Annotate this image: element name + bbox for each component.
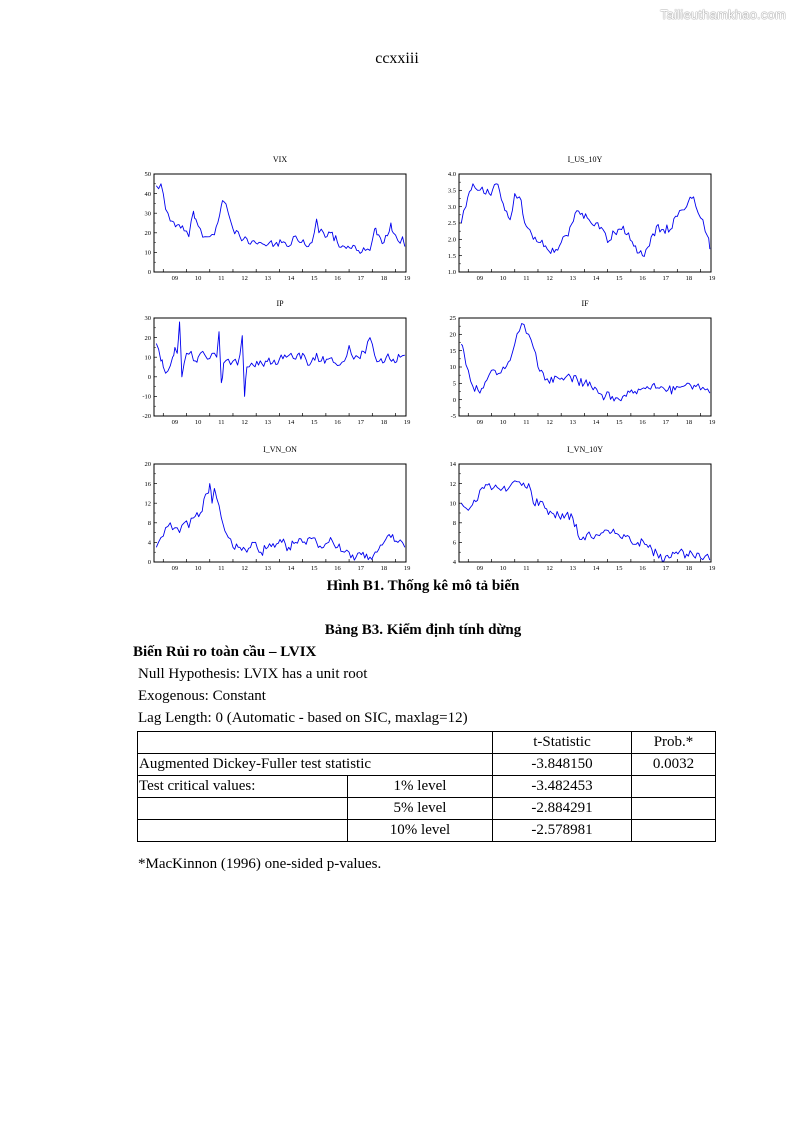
x-tick-label: 15	[311, 565, 318, 572]
x-tick-label: 19	[403, 419, 411, 426]
x-tick-label: 16	[334, 565, 341, 572]
adf-label: Augmented Dickey-Fuller test statistic	[138, 754, 493, 776]
y-tick-label: 10	[449, 364, 456, 372]
x-tick-label: 17	[357, 565, 364, 572]
x-tick-label: 15	[616, 419, 623, 426]
header-empty-cell	[138, 732, 493, 754]
critical-label: Test critical values:	[138, 776, 348, 798]
x-tick-label: 11	[218, 419, 225, 426]
y-tick-label: 12	[449, 480, 456, 488]
x-tick-label: 12	[546, 419, 553, 426]
y-tick-label: 20	[144, 334, 151, 342]
y-tick-label: 25	[449, 315, 456, 323]
x-tick-label: 13	[569, 565, 577, 572]
chart-svg	[441, 298, 721, 430]
empty-cell	[632, 776, 716, 798]
x-tick-label: 10	[499, 275, 507, 282]
chart-title: VIX	[272, 155, 288, 164]
y-tick-label: 6	[452, 539, 456, 547]
series-line	[461, 324, 710, 401]
x-tick-label: 17	[357, 275, 364, 282]
figure-caption: Hình B1. Thống kê mô tả biến	[326, 578, 520, 594]
x-tick-label: 09	[476, 419, 484, 426]
y-tick-label: 1.0	[447, 269, 456, 277]
table-row	[138, 754, 716, 776]
x-tick-label: 16	[639, 275, 646, 282]
chart-svg	[441, 444, 721, 576]
chart-title: IF	[581, 299, 589, 308]
chart-i-vn-on	[136, 444, 416, 581]
y-tick-label: 10	[144, 354, 151, 362]
table-header-row	[138, 732, 716, 754]
critical-value: -2.884291	[493, 798, 632, 820]
y-tick-label: 8	[452, 520, 456, 527]
x-tick-label: 19	[708, 565, 716, 572]
x-tick-label: 16	[639, 565, 646, 572]
x-tick-label: 11	[218, 275, 225, 282]
table-row	[138, 776, 716, 798]
footnote: *MacKinnon (1996) one-sided p-values.	[138, 856, 382, 872]
x-tick-label: 17	[662, 275, 669, 282]
x-tick-label: 14	[287, 419, 295, 426]
header-prob: Prob.*	[632, 732, 716, 754]
y-tick-label: 0	[147, 374, 151, 381]
x-tick-label: 13	[264, 419, 272, 426]
variable-title: Biến Rủi ro toàn cầu – LVIX	[133, 644, 317, 660]
x-tick-label: 19	[403, 275, 411, 282]
y-tick-label: 30	[144, 315, 151, 323]
plot-frame	[154, 464, 406, 562]
x-tick-label: 16	[334, 275, 341, 282]
x-tick-label: 14	[592, 419, 600, 426]
y-tick-label: 12	[144, 500, 151, 508]
x-tick-label: 15	[311, 419, 318, 426]
series-line	[156, 184, 405, 254]
x-tick-label: 13	[569, 419, 577, 426]
series-line	[461, 481, 710, 561]
y-tick-label: 0	[452, 396, 456, 404]
x-tick-label: 19	[708, 275, 716, 282]
x-tick-label: 14	[592, 275, 600, 282]
header-t-statistic: t-Statistic	[493, 732, 632, 754]
x-tick-label: 12	[241, 565, 248, 572]
y-tick-label: -20	[142, 413, 151, 421]
critical-level: 5% level	[348, 798, 493, 820]
x-tick-label: 13	[264, 565, 272, 572]
y-tick-label: 50	[144, 171, 151, 179]
x-tick-label: 14	[287, 565, 295, 572]
chart-i-vn-10y	[441, 444, 721, 581]
critical-value: -2.578981	[493, 820, 632, 842]
null-hypothesis: Null Hypothesis: LVIX has a unit root	[138, 666, 368, 682]
x-tick-label: 09	[171, 565, 179, 572]
chart-svg	[136, 298, 416, 430]
x-tick-label: 09	[171, 419, 179, 426]
y-tick-label: 2.0	[447, 236, 456, 244]
y-tick-label: 3.5	[447, 187, 456, 195]
y-tick-label: 14	[449, 461, 456, 469]
x-tick-label: 11	[523, 275, 530, 282]
y-tick-label: 3.0	[447, 203, 456, 211]
series-line	[156, 484, 405, 561]
plot-frame	[459, 464, 711, 562]
table-row	[138, 798, 716, 820]
exogenous: Exogenous: Constant	[138, 688, 266, 704]
x-tick-label: 11	[523, 565, 530, 572]
x-tick-label: 19	[708, 419, 716, 426]
x-tick-label: 10	[194, 419, 202, 426]
x-tick-label: 17	[357, 419, 364, 426]
x-tick-label: 16	[639, 419, 646, 426]
y-tick-label: 40	[144, 190, 151, 198]
x-tick-label: 14	[592, 565, 600, 572]
x-tick-label: 18	[685, 275, 693, 282]
y-tick-label: 1.5	[447, 252, 456, 260]
x-tick-label: 10	[194, 275, 202, 282]
y-tick-label: 2.5	[447, 220, 456, 228]
x-tick-label: 16	[334, 419, 341, 426]
x-tick-label: 12	[241, 419, 248, 426]
chart-title: I_US_10Y	[567, 155, 603, 164]
plot-frame	[154, 318, 406, 416]
y-tick-label: 20	[449, 331, 456, 339]
chart-vix	[136, 154, 416, 291]
x-tick-label: 18	[380, 565, 388, 572]
chart-title: I_VN_10Y	[567, 445, 603, 454]
x-tick-label: 10	[499, 419, 507, 426]
table-title: Bảng B3. Kiểm định tính dừng	[324, 622, 522, 638]
y-tick-label: 15	[449, 347, 456, 355]
chart-svg	[441, 154, 721, 286]
x-tick-label: 09	[171, 275, 179, 282]
adf-table	[137, 731, 716, 842]
y-tick-label: 20	[144, 230, 151, 237]
critical-level: 1% level	[348, 776, 493, 798]
x-tick-label: 10	[499, 565, 507, 572]
chart-svg	[136, 154, 416, 286]
y-tick-label: -5	[450, 413, 456, 421]
y-tick-label: 10	[449, 500, 456, 508]
x-tick-label: 12	[241, 275, 248, 282]
y-tick-label: 4	[452, 559, 456, 567]
x-tick-label: 15	[616, 565, 623, 572]
adf-t-stat: -3.848150	[493, 754, 632, 776]
y-tick-label: 0	[147, 269, 151, 277]
x-tick-label: 11	[218, 565, 225, 572]
y-tick-label: 16	[144, 480, 151, 488]
x-tick-label: 13	[569, 275, 577, 282]
y-tick-label: 10	[144, 249, 151, 257]
chart-ip	[136, 298, 416, 435]
x-tick-label: 12	[546, 275, 553, 282]
empty-cell	[632, 820, 716, 842]
x-tick-label: 09	[476, 275, 484, 282]
y-tick-label: 8	[147, 520, 151, 527]
plot-frame	[459, 318, 711, 416]
y-tick-label: 30	[144, 210, 151, 218]
empty-cell	[138, 820, 348, 842]
x-tick-label: 17	[662, 419, 669, 426]
empty-cell	[138, 798, 348, 820]
lag-length: Lag Length: 0 (Automatic - based on SIC, maxlag=12)	[138, 710, 468, 726]
plot-frame	[154, 174, 406, 272]
x-tick-label: 14	[287, 275, 295, 282]
chart-title: I_VN_ON	[263, 445, 297, 454]
critical-level: 10% level	[348, 820, 493, 842]
empty-cell	[632, 798, 716, 820]
y-tick-label: 0	[147, 559, 151, 567]
series-line	[156, 322, 405, 396]
y-tick-label: -10	[142, 393, 151, 401]
y-tick-label: 20	[144, 461, 151, 469]
x-tick-label: 15	[311, 275, 318, 282]
x-tick-label: 18	[380, 419, 388, 426]
x-tick-label: 19	[403, 565, 411, 572]
chart-if	[441, 298, 721, 435]
x-tick-label: 10	[194, 565, 202, 572]
chart-title: IP	[276, 299, 284, 308]
x-tick-label: 13	[264, 275, 272, 282]
series-line	[461, 184, 710, 257]
chart-i-us-10y	[441, 154, 721, 291]
y-tick-label: 5	[452, 380, 456, 388]
adf-prob: 0.0032	[632, 754, 716, 776]
page-number: ccxxiii	[375, 50, 419, 67]
x-tick-label: 09	[476, 565, 484, 572]
critical-value: -3.482453	[493, 776, 632, 798]
watermark: Tailieuthamkhao.com	[660, 7, 786, 22]
x-tick-label: 15	[616, 275, 623, 282]
y-tick-label: 4.0	[447, 171, 456, 179]
x-tick-label: 11	[523, 419, 530, 426]
table-row	[138, 820, 716, 842]
x-tick-label: 18	[685, 419, 693, 426]
x-tick-label: 12	[546, 565, 553, 572]
y-tick-label: 4	[147, 539, 151, 547]
x-tick-label: 17	[662, 565, 669, 572]
x-tick-label: 18	[380, 275, 388, 282]
chart-svg	[136, 444, 416, 576]
x-tick-label: 18	[685, 565, 693, 572]
